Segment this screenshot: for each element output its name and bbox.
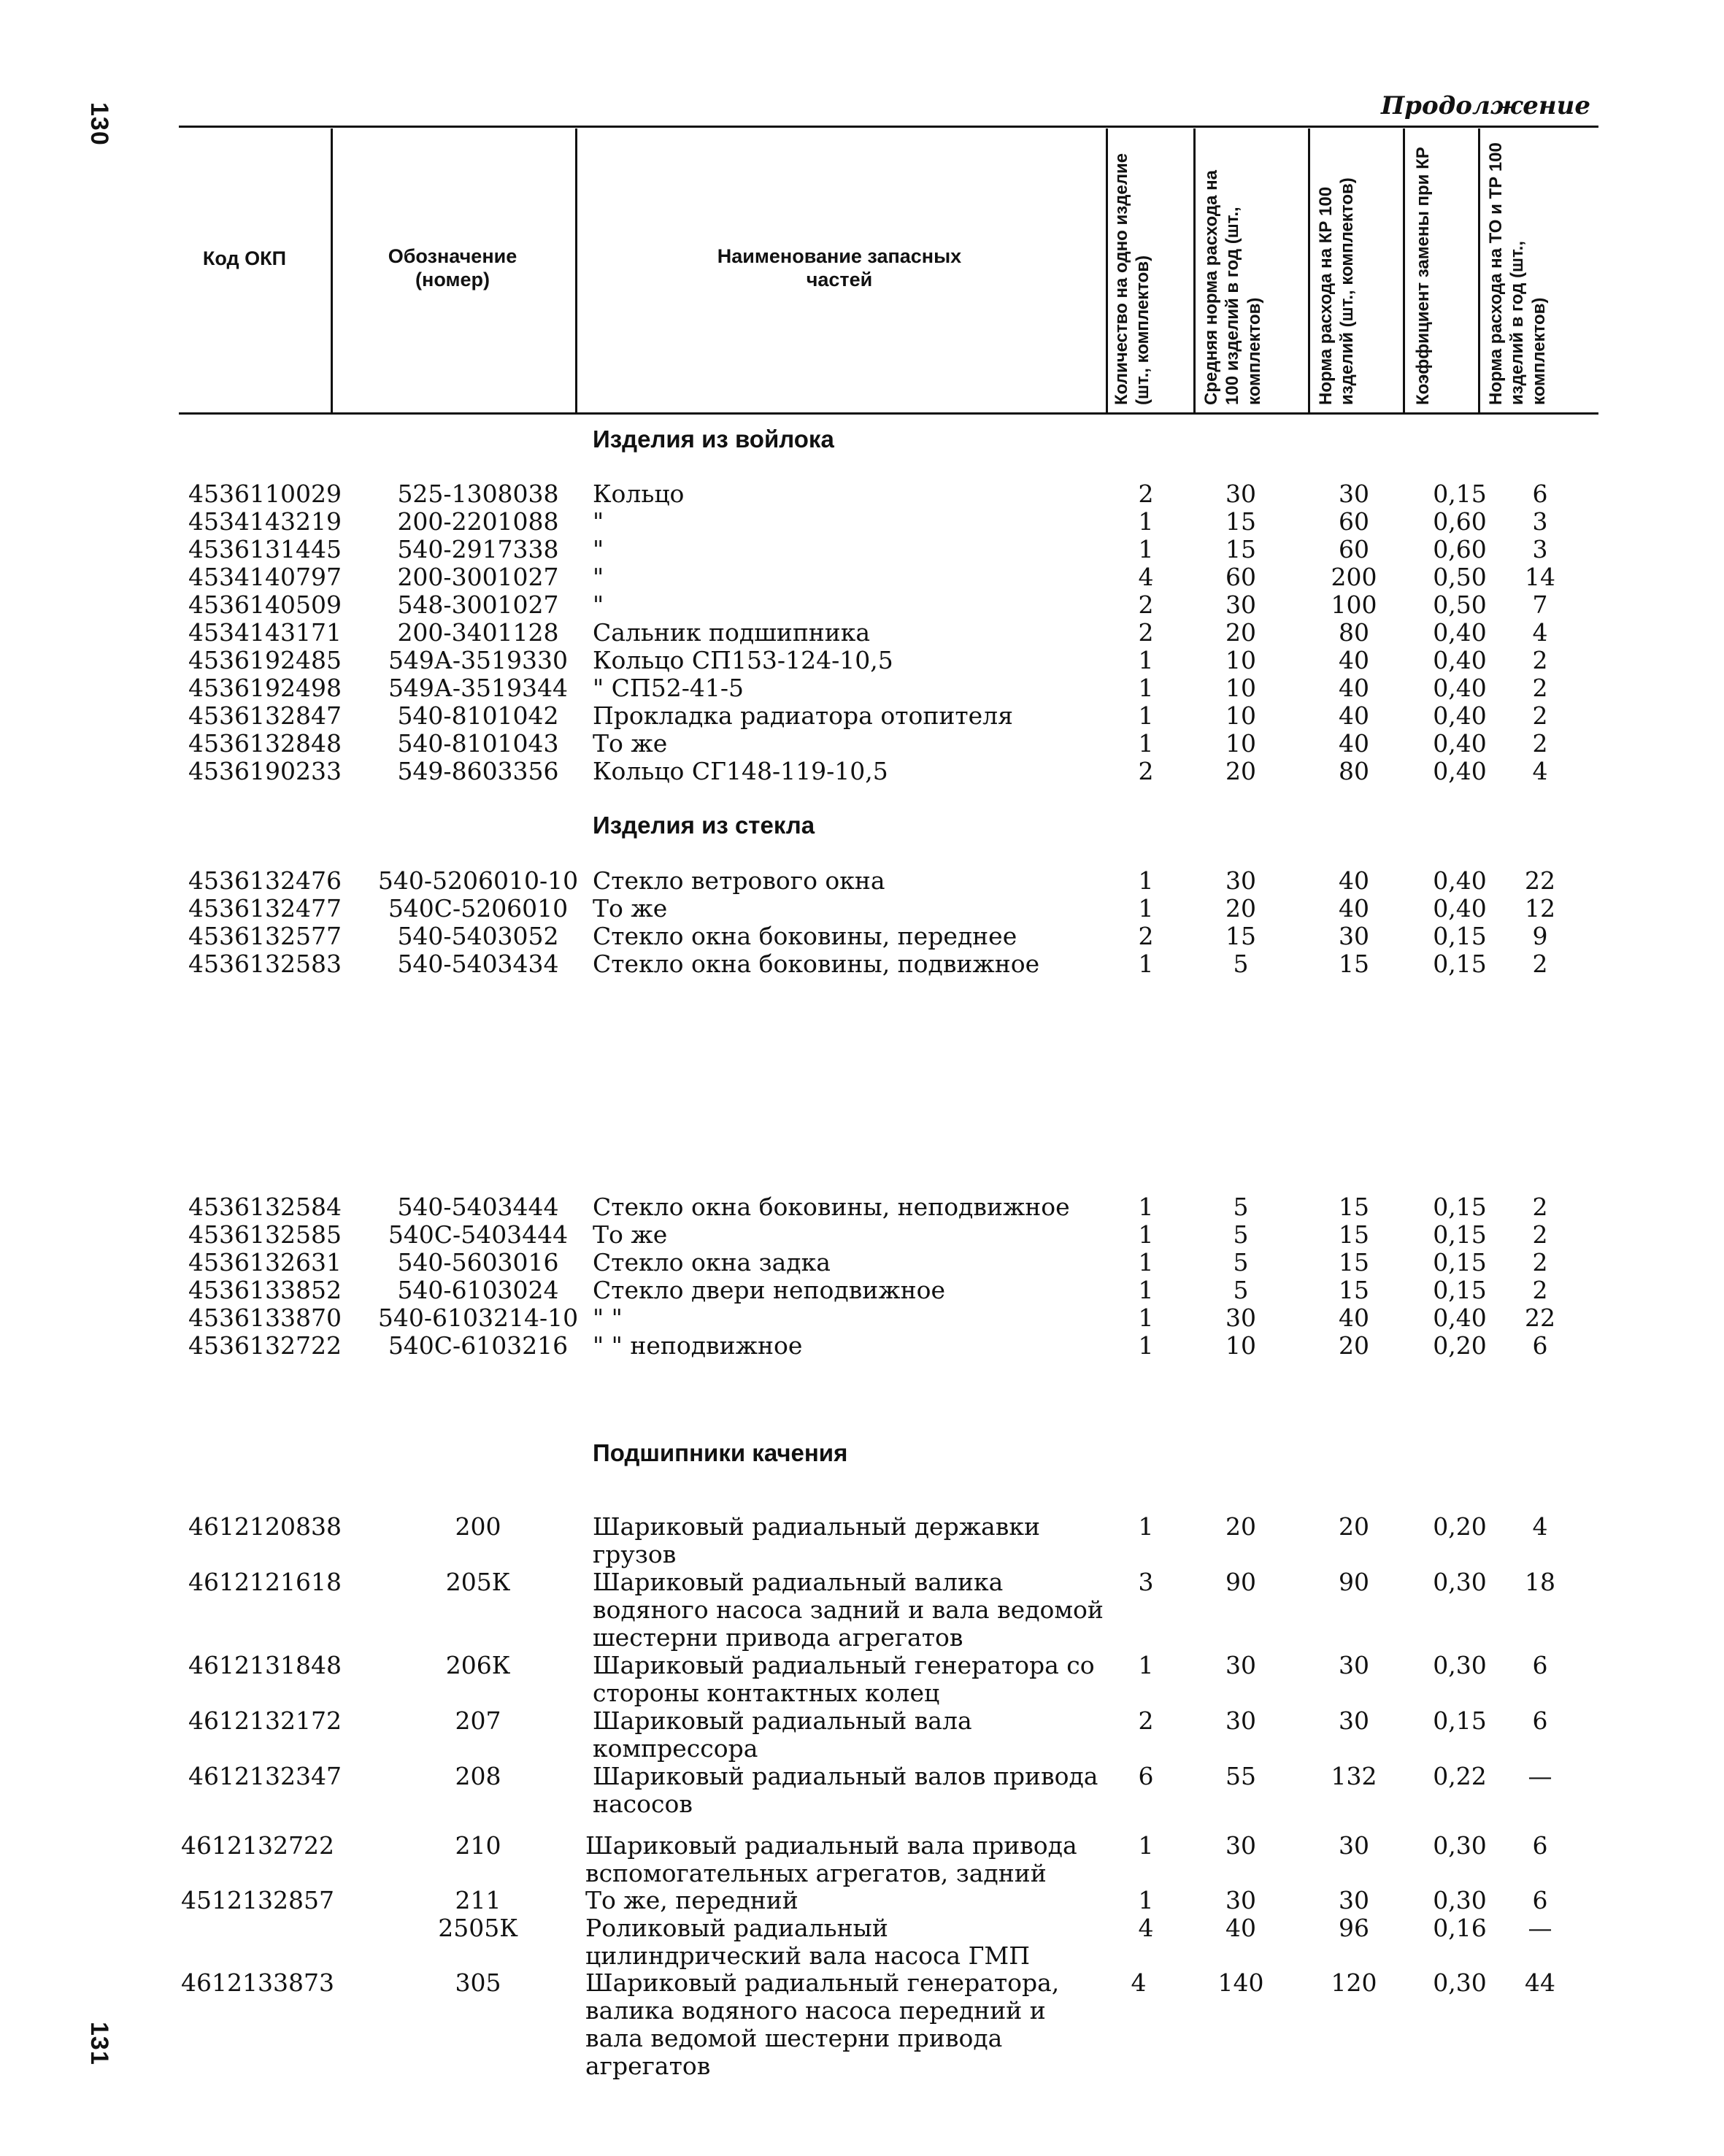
cell-avg: 15	[1225, 507, 1256, 536]
cell-qty: 1	[1138, 729, 1154, 758]
cell-designation: 205К	[445, 1568, 511, 1596]
cell-qty: 1	[1138, 866, 1154, 895]
cell-coef: 0,22	[1433, 1762, 1487, 1790]
cell-qty: 1	[1138, 1651, 1154, 1679]
cell-kr: 20	[1339, 1512, 1369, 1541]
cell-to: 3	[1532, 535, 1548, 563]
cell-qty: 1	[1138, 1193, 1154, 1221]
cell-coef: 0,15	[1433, 480, 1487, 508]
cell-avg: 140	[1217, 1968, 1264, 1997]
cell-avg: 20	[1225, 894, 1256, 923]
cell-designation: 540-6103024	[397, 1276, 559, 1304]
cell-name: "	[593, 535, 604, 563]
cell-kr: 40	[1339, 729, 1369, 758]
cell-designation: 540-2917338	[397, 535, 559, 563]
cell-avg: 15	[1225, 535, 1256, 563]
cell-coef: 0,30	[1433, 1968, 1487, 1997]
cell-qty: 2	[1138, 757, 1154, 785]
cell-kr: 80	[1339, 618, 1369, 647]
cell-coef: 0,60	[1433, 507, 1487, 536]
cell-name: То же	[593, 729, 668, 758]
cell-coef: 0,40	[1433, 894, 1487, 923]
cell-to: 18	[1525, 1568, 1555, 1596]
cell-coef: 0,30	[1433, 1651, 1487, 1679]
cell-coef: 0,20	[1433, 1512, 1487, 1541]
cell-kr: 30	[1339, 1886, 1369, 1914]
cell-qty: 1	[1138, 1248, 1154, 1277]
cell-code: 4536190233	[188, 757, 342, 785]
cell-designation: 540С-5403444	[388, 1220, 569, 1249]
cell-qty: 1	[1138, 535, 1154, 563]
cell-qty: 4	[1131, 1968, 1147, 1997]
cell-kr: 60	[1339, 507, 1369, 536]
cell-avg: 10	[1225, 1331, 1256, 1360]
cell-kr: 96	[1339, 1914, 1369, 1942]
cell-kr: 15	[1339, 1248, 1369, 1277]
header-coef: Коэффициент замены при КР	[1413, 147, 1433, 405]
cell-to: 2	[1532, 1220, 1548, 1249]
header-top-rule	[179, 126, 1598, 128]
page-number-top: 130	[85, 102, 113, 146]
cell-code: 4536132476	[188, 866, 342, 895]
cell-designation: 525-1308038	[397, 480, 559, 508]
cell-avg: 5	[1233, 1248, 1249, 1277]
header-code: Код ОКП	[202, 247, 287, 269]
section-felt: Изделия из войлока	[593, 426, 834, 453]
cell-code: 4536110029	[188, 480, 342, 508]
section-glass: Изделия из стекла	[593, 812, 815, 839]
cell-avg: 20	[1225, 618, 1256, 647]
cell-coef: 0,40	[1433, 674, 1487, 702]
cell-name: "	[593, 507, 604, 536]
cell-avg: 5	[1233, 1276, 1249, 1304]
cell-avg: 5	[1233, 1220, 1249, 1249]
cell-to: 2	[1532, 1248, 1548, 1277]
cell-to: 7	[1532, 590, 1548, 619]
header-name: Наименование запасных частей	[717, 245, 962, 291]
cell-name: " СП52-41-5	[593, 674, 744, 702]
cell-to: 6	[1532, 1651, 1548, 1679]
cell-kr: 100	[1331, 590, 1377, 619]
cell-kr: 30	[1339, 1651, 1369, 1679]
cell-name: Стекло ветрового окна	[593, 866, 885, 895]
cell-code: 4536132631	[188, 1248, 342, 1277]
cell-code: 4536192498	[188, 674, 342, 702]
cell-name: " "	[593, 1304, 623, 1332]
cell-coef: 0,60	[1433, 535, 1487, 563]
col-divider-6	[1403, 128, 1405, 415]
cell-kr: 15	[1339, 950, 1369, 978]
cell-coef: 0,30	[1433, 1886, 1487, 1914]
cell-kr: 40	[1339, 1304, 1369, 1332]
cell-avg: 30	[1225, 1886, 1256, 1914]
cell-kr: 15	[1339, 1220, 1369, 1249]
cell-coef: 0,50	[1433, 590, 1487, 619]
cell-kr: 120	[1331, 1968, 1377, 1997]
cell-to: 4	[1532, 618, 1548, 647]
cell-designation: 540-5603016	[397, 1248, 559, 1277]
cell-to: —	[1528, 1914, 1552, 1942]
cell-to: —	[1528, 1762, 1552, 1790]
cell-name: Кольцо	[593, 480, 685, 508]
cell-code: 4536132847	[188, 701, 342, 730]
cell-coef: 0,40	[1433, 646, 1487, 674]
cell-to: 22	[1525, 1304, 1555, 1332]
cell-kr: 20	[1339, 1331, 1369, 1360]
header-kr: Норма расхода на КР 100 изделий (шт., комплектов)	[1316, 177, 1358, 405]
cell-qty: 4	[1138, 563, 1154, 591]
cell-qty: 1	[1138, 701, 1154, 730]
cell-avg: 10	[1225, 646, 1256, 674]
cell-coef: 0,40	[1433, 618, 1487, 647]
col-divider-4	[1193, 128, 1196, 415]
cell-name: Шариковый радиальный валика водяного насоса задний и вала ведомой шестерни привода агрегатов	[593, 1568, 1104, 1652]
cell-coef: 0,20	[1433, 1331, 1487, 1360]
col-divider-7	[1478, 128, 1480, 415]
cell-kr: 30	[1339, 1831, 1369, 1860]
cell-code: 4536133870	[188, 1304, 342, 1332]
header-to: Норма расхода на ТО и ТР 100 изделий в год (шт., комплектов)	[1486, 142, 1549, 405]
cell-qty: 1	[1138, 894, 1154, 923]
cell-kr: 40	[1339, 701, 1369, 730]
cell-to: 6	[1532, 1331, 1548, 1360]
cell-to: 6	[1532, 1706, 1548, 1735]
cell-to: 2	[1532, 1193, 1548, 1221]
cell-name: "	[593, 563, 604, 591]
cell-name: Шариковый радиальный вала компрессора	[593, 1706, 972, 1763]
cell-code: 4534143219	[188, 507, 342, 536]
cell-avg: 10	[1225, 729, 1256, 758]
cell-coef: 0,50	[1433, 563, 1487, 591]
cell-coef: 0,15	[1433, 950, 1487, 978]
cell-name: "	[593, 590, 604, 619]
cell-avg: 40	[1225, 1914, 1256, 1942]
cell-kr: 60	[1339, 535, 1369, 563]
cell-kr: 30	[1339, 480, 1369, 508]
cell-designation: 208	[455, 1762, 501, 1790]
cell-qty: 1	[1138, 1512, 1154, 1541]
cell-name: Шариковый радиальный генератора, валика водяного насоса передний и вала ведомой шестерни привода агрегатов	[585, 1968, 1060, 2080]
cell-name: Стекло окна боковины, неподвижное	[593, 1193, 1070, 1221]
cell-qty: 1	[1138, 1304, 1154, 1332]
cell-designation: 540-5403434	[397, 950, 559, 978]
cell-designation: 207	[455, 1706, 501, 1735]
cell-designation: 210	[455, 1831, 501, 1860]
cell-coef: 0,40	[1433, 1304, 1487, 1332]
cell-avg: 5	[1233, 950, 1249, 978]
cell-designation: 549А-3519344	[388, 674, 569, 702]
cell-avg: 60	[1225, 563, 1256, 591]
cell-to: 6	[1532, 1886, 1548, 1914]
cell-qty: 1	[1138, 1886, 1154, 1914]
cell-coef: 0,30	[1433, 1831, 1487, 1860]
cell-coef: 0,40	[1433, 757, 1487, 785]
cell-code: 4536132722	[188, 1331, 342, 1360]
cell-kr: 132	[1331, 1762, 1377, 1790]
cell-kr: 40	[1339, 646, 1369, 674]
cell-designation: 540С-6103216	[388, 1331, 569, 1360]
cell-avg: 10	[1225, 674, 1256, 702]
cell-code: 4536131445	[188, 535, 342, 563]
cell-kr: 15	[1339, 1276, 1369, 1304]
cell-name: То же	[593, 894, 668, 923]
cell-designation: 540С-5206010	[388, 894, 569, 923]
cell-name: Роликовый радиальный цилиндрический вала насоса ГМП	[585, 1914, 1031, 1970]
cell-coef: 0,15	[1433, 922, 1487, 950]
cell-name: Стекло окна боковины, переднее	[593, 922, 1017, 950]
cell-kr: 40	[1339, 674, 1369, 702]
cell-kr: 40	[1339, 894, 1369, 923]
cell-to: 2	[1532, 701, 1548, 730]
cell-avg: 90	[1225, 1568, 1256, 1596]
cell-designation: 540-6103214-10	[377, 1304, 579, 1332]
cell-designation: 200-3401128	[397, 618, 559, 647]
cell-to: 12	[1525, 894, 1555, 923]
cell-designation: 206К	[445, 1651, 511, 1679]
page-number-bottom: 131	[85, 2022, 113, 2065]
cell-code: 4536132584	[188, 1193, 342, 1221]
cell-name: Стекло окна боковины, подвижное	[593, 950, 1040, 978]
cell-to: 6	[1532, 480, 1548, 508]
cell-coef: 0,15	[1433, 1220, 1487, 1249]
cell-name: Шариковый радиальный державки грузов	[593, 1512, 1040, 1568]
section-bearings: Подшипники качения	[593, 1439, 848, 1466]
cell-code: 4536132585	[188, 1220, 342, 1249]
cell-to: 2	[1532, 646, 1548, 674]
cell-designation: 200	[455, 1512, 501, 1541]
cell-code: 4534140797	[188, 563, 342, 591]
header-qty: Количество на одно изделие (шт., комплектов)	[1112, 153, 1153, 405]
cell-qty: 1	[1138, 1331, 1154, 1360]
cell-to: 6	[1532, 1831, 1548, 1860]
cell-designation: 200-3001027	[397, 563, 559, 591]
cell-kr: 200	[1331, 563, 1377, 591]
cell-name: Кольцо СП153-124-10,5	[593, 646, 893, 674]
col-divider-1	[331, 128, 333, 415]
cell-name: Шариковый радиальный генератора со стороны контактных колец	[593, 1651, 1095, 1707]
cell-name: Кольцо СГ148-119-10,5	[593, 757, 888, 785]
cell-code: 4612120838	[188, 1512, 342, 1541]
cell-coef: 0,15	[1433, 1706, 1487, 1735]
cell-name: " " неподвижное	[593, 1331, 803, 1360]
cell-qty: 2	[1138, 590, 1154, 619]
cell-coef: 0,40	[1433, 866, 1487, 895]
cell-code: 4536140509	[188, 590, 342, 619]
cell-name: Стекло двери неподвижное	[593, 1276, 946, 1304]
cell-code: 4612132722	[181, 1831, 334, 1860]
cell-name: Прокладка радиатора отопителя	[593, 701, 1013, 730]
cell-code: 4612133873	[181, 1968, 334, 1997]
cell-designation: 2505К	[438, 1914, 518, 1942]
cell-avg: 5	[1233, 1193, 1249, 1221]
cell-code: 4612132172	[188, 1706, 342, 1735]
cell-code: 4536132583	[188, 950, 342, 978]
cell-coef: 0,40	[1433, 729, 1487, 758]
cell-code: 4536133852	[188, 1276, 342, 1304]
cell-qty: 3	[1138, 1568, 1154, 1596]
cell-avg: 30	[1225, 480, 1256, 508]
cell-to: 4	[1532, 1512, 1548, 1541]
cell-to: 2	[1532, 950, 1548, 978]
continuation-label: Продолжение	[1381, 91, 1590, 120]
cell-code: 4536192485	[188, 646, 342, 674]
cell-name: Сальник подшипника	[593, 618, 871, 647]
cell-to: 2	[1532, 674, 1548, 702]
col-divider-2	[575, 128, 577, 415]
cell-qty: 1	[1138, 950, 1154, 978]
cell-code: 4612131848	[188, 1651, 342, 1679]
cell-avg: 15	[1225, 922, 1256, 950]
cell-qty: 6	[1138, 1762, 1154, 1790]
cell-qty: 1	[1138, 646, 1154, 674]
cell-qty: 2	[1138, 1706, 1154, 1735]
cell-designation: 548-3001027	[397, 590, 559, 619]
cell-designation: 200-2201088	[397, 507, 559, 536]
cell-to: 4	[1532, 757, 1548, 785]
cell-code: 4534143171	[188, 618, 342, 647]
cell-avg: 30	[1225, 1651, 1256, 1679]
col-divider-3	[1106, 128, 1108, 415]
cell-avg: 30	[1225, 866, 1256, 895]
cell-kr: 30	[1339, 922, 1369, 950]
header-designation: Обозначение (номер)	[388, 245, 517, 291]
cell-name: Шариковый радиальный валов привода насосов	[593, 1762, 1098, 1818]
cell-code: 4512132857	[181, 1886, 334, 1914]
cell-name: То же, передний	[585, 1886, 798, 1914]
cell-qty: 1	[1138, 674, 1154, 702]
cell-designation: 540-5206010-10	[377, 866, 579, 895]
cell-code: 4612121618	[188, 1568, 342, 1596]
cell-coef: 0,15	[1433, 1276, 1487, 1304]
cell-coef: 0,15	[1433, 1193, 1487, 1221]
cell-qty: 1	[1138, 1831, 1154, 1860]
cell-to: 22	[1525, 866, 1555, 895]
cell-avg: 55	[1225, 1762, 1256, 1790]
cell-to: 9	[1532, 922, 1548, 950]
cell-designation: 211	[455, 1886, 501, 1914]
cell-name: Шариковый радиальный вала привода вспомогательных агрегатов, задний	[585, 1831, 1077, 1887]
cell-avg: 30	[1225, 1831, 1256, 1860]
cell-avg: 20	[1225, 757, 1256, 785]
cell-qty: 2	[1138, 480, 1154, 508]
cell-designation: 305	[455, 1968, 501, 1997]
cell-avg: 30	[1225, 590, 1256, 619]
cell-qty: 1	[1138, 1276, 1154, 1304]
cell-coef: 0,30	[1433, 1568, 1487, 1596]
cell-kr: 40	[1339, 866, 1369, 895]
col-divider-5	[1308, 128, 1310, 415]
header-avg: Средняя норма расхода на 100 изделий в год (шт., комплектов)	[1201, 170, 1264, 405]
cell-designation: 549А-3519330	[388, 646, 569, 674]
cell-coef: 0,15	[1433, 1248, 1487, 1277]
cell-avg: 30	[1225, 1706, 1256, 1735]
cell-designation: 549-8603356	[397, 757, 559, 785]
cell-kr: 30	[1339, 1706, 1369, 1735]
cell-qty: 1	[1138, 1220, 1154, 1249]
cell-to: 14	[1525, 563, 1555, 591]
cell-avg: 10	[1225, 701, 1256, 730]
cell-to: 3	[1532, 507, 1548, 536]
cell-kr: 90	[1339, 1568, 1369, 1596]
cell-to: 2	[1532, 729, 1548, 758]
cell-qty: 2	[1138, 922, 1154, 950]
cell-designation: 540-5403052	[397, 922, 559, 950]
cell-qty: 4	[1138, 1914, 1154, 1942]
cell-name: То же	[593, 1220, 668, 1249]
cell-avg: 30	[1225, 1304, 1256, 1332]
header-bottom-rule	[179, 412, 1598, 415]
cell-designation: 540-8101043	[397, 729, 559, 758]
cell-designation: 540-8101042	[397, 701, 559, 730]
cell-kr: 15	[1339, 1193, 1369, 1221]
cell-kr: 80	[1339, 757, 1369, 785]
cell-avg: 20	[1225, 1512, 1256, 1541]
cell-name: Стекло окна задка	[593, 1248, 831, 1277]
cell-coef: 0,16	[1433, 1914, 1487, 1942]
cell-code: 4536132577	[188, 922, 342, 950]
cell-code: 4612132347	[188, 1762, 342, 1790]
cell-code: 4536132848	[188, 729, 342, 758]
cell-to: 2	[1532, 1276, 1548, 1304]
cell-coef: 0,40	[1433, 701, 1487, 730]
cell-to: 44	[1525, 1968, 1555, 1997]
cell-qty: 2	[1138, 618, 1154, 647]
cell-qty: 1	[1138, 507, 1154, 536]
cell-code: 4536132477	[188, 894, 342, 923]
cell-designation: 540-5403444	[397, 1193, 559, 1221]
